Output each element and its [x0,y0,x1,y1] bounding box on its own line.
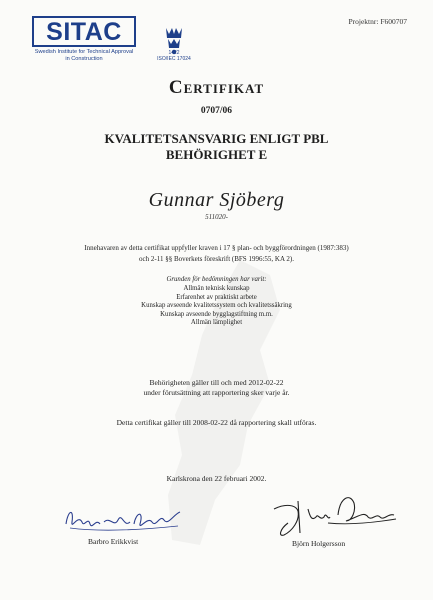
signer-left-name: Barbro Erikkvist [88,537,139,546]
grounds-list [0,285,433,328]
holder-name: Gunnar Sjöberg [148,189,285,211]
body-line-2: och 2-11 §§ Boverkets föreskrift (BFS 1996:55, KA 2). [139,255,294,263]
body-line-1: Innehavaren av detta certifikat uppfyller kraven i 17 § plan- och byggförordningen (1987:383) [84,244,349,252]
sitac-logo-subtitle: Swedish Institute for Technical Approval in Construction [34,49,134,62]
subtitle-line-2: BEHÖRIGHET E [165,147,268,162]
personal-number: 511020- [205,213,228,221]
subtitle-line-1: KVALITETSANSVARIG ENLIGT PBL [104,131,329,146]
list-item: Erfarenhet av praktiskt arbete [176,293,257,301]
certificate-subtitle [0,131,433,163]
validity-line-1: Behörigheten gäller till och med 2012-02-22 [149,378,284,387]
sitac-logo [32,16,140,62]
certificate-title: Certifikat [168,77,265,98]
grounds-heading: Grunden för bedömningen har varit: [166,276,267,283]
list-item: Kunskap avseende kvalitetssystem och kvalitetssäkring [141,302,292,309]
validity-line-2: under förutsättning att rapportering sker varje år. [143,388,290,397]
accreditation-number: 1422 ISO/IEC 17024 [157,50,191,62]
signature-left [60,502,190,538]
signature-right [268,487,403,542]
list-item: Allmän lämplighet [190,319,243,326]
sitac-logo-text: SITAC [32,16,136,47]
signer-right-name: Björn Holgersson [292,539,346,548]
project-number: Projektnr: F600707 [348,17,407,26]
certificate-number: 0707/06 [200,106,233,116]
reporting-statement: Detta certifikat gäller till 2008-02-22 då rapportering skall utföras. [116,418,317,427]
list-item: Kunskap avseende bygglagstiftning m.m. [160,310,273,318]
validity-statement [0,378,433,398]
list-item: Allmän teknisk kunskap [183,285,250,292]
certificate-body [0,243,433,265]
place-and-date: Karlskrona den 22 februari 2002. [166,474,267,483]
